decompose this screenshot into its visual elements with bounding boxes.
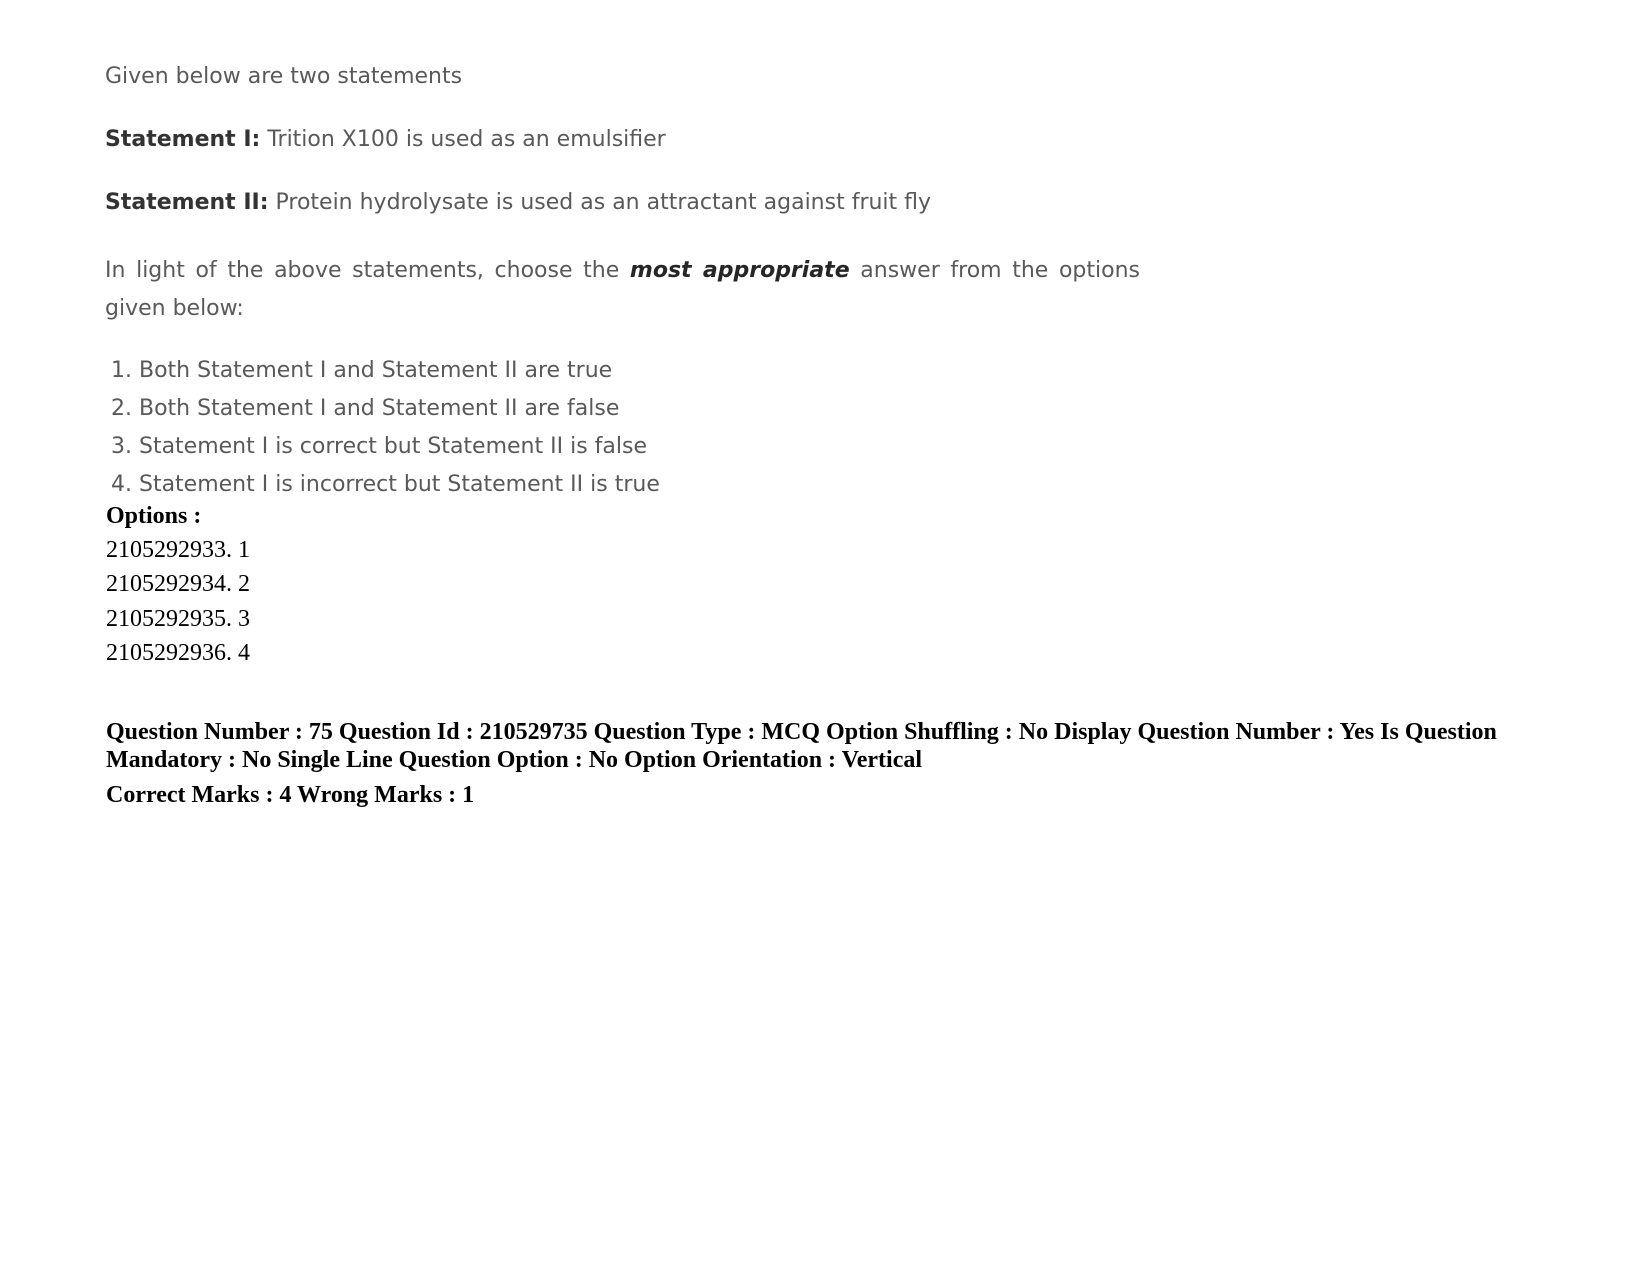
choice-item: 4. Statement I is incorrect but Statement II is true: [111, 472, 660, 497]
question-instruction: [105, 252, 1140, 328]
statement-2: [105, 190, 931, 215]
marks-line: Correct Marks : 4 Wrong Marks : 1: [106, 782, 475, 808]
statement-1-label: Statement I:: [105, 127, 261, 152]
instruction-before: In light of the above statements, choose the: [105, 258, 620, 283]
choice-item: 1. Both Statement I and Statement II are true: [111, 358, 613, 383]
statement-1-text: Trition X100 is used as an emulsifier: [267, 127, 666, 152]
options-heading: Options :: [106, 503, 202, 529]
statement-1: [105, 127, 666, 152]
option-item: 2105292935. 3: [106, 606, 250, 632]
choice-item: 3. Statement I is correct but Statement II is false: [111, 434, 647, 459]
question-intro: Given below are two statements: [105, 64, 463, 89]
option-item: 2105292933. 1: [106, 537, 250, 563]
statement-2-label: Statement II:: [105, 190, 269, 215]
instruction-emphasis: most appropriate: [629, 258, 850, 283]
choice-list: [111, 352, 660, 504]
statement-2-text: Protein hydrolysate is used as an attractant against fruit fly: [275, 190, 932, 215]
option-item: 2105292936. 4: [106, 640, 250, 666]
question-metadata: Question Number : 75 Question Id : 210529735 Question Type : MCQ Option Shuffling : No Display Question Number : Yes Is Question Mandatory : No Single Line Question Option : No Option Orientation : Vertical: [106, 719, 1497, 773]
option-item: 2105292934. 2: [106, 571, 250, 597]
choice-item: 2. Both Statement I and Statement II are false: [111, 396, 620, 421]
instruction-after: answer from the options given below:: [105, 258, 1141, 321]
